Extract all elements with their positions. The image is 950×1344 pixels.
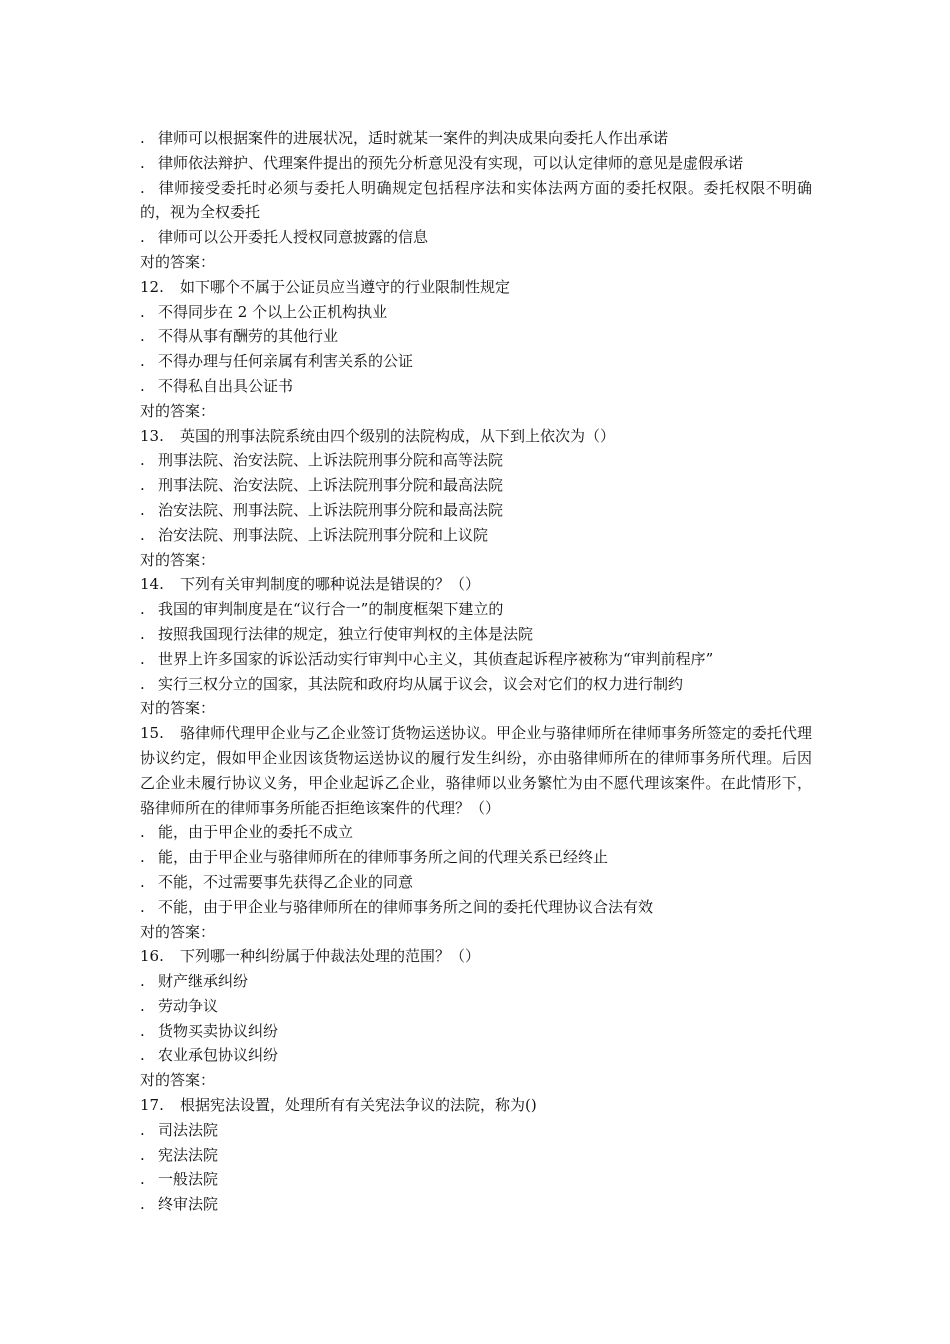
- answer-option: [140, 870, 812, 895]
- option-text: 不能，由于甲企业与骆律师所在的律师事务所之间的委托代理协议合法有效: [158, 897, 654, 916]
- option-text: 农业承包协议纠纷: [158, 1046, 279, 1065]
- option-marker: .: [140, 1046, 145, 1065]
- option-text: 不能，不过需要事先获得乙企业的同意: [158, 872, 414, 891]
- option-marker: .: [140, 674, 145, 693]
- option-text: 律师接受委托时必须与委托人明确规定包括程序法和实体法两方面的委托权限。委托权限不明确的，视为全权委托: [140, 178, 812, 222]
- question-number: 15.: [140, 724, 164, 743]
- answer-option: [140, 324, 812, 349]
- question: [140, 424, 812, 449]
- question: [140, 721, 812, 820]
- question-text: 下列有关审判制度的哪种说法是错误的？（）: [180, 575, 481, 594]
- option-text: 货物买卖协议纠纷: [158, 1021, 279, 1040]
- option-marker: .: [140, 302, 145, 321]
- option-text: 律师可以根据案件的进展状况，适时就某一案件的判决成果向委托人作出承诺: [158, 129, 669, 147]
- answer-option: [140, 1118, 812, 1143]
- question-number: 12.: [140, 277, 164, 296]
- answer-label: 对的答案：: [140, 1071, 216, 1090]
- option-marker: .: [140, 327, 145, 346]
- question-text: 根据宪法设置，处理所有有关宪法争议的法院，称为(): [180, 1096, 537, 1115]
- option-marker: .: [140, 153, 145, 172]
- option-text: 按照我国现行法律的规定，独立行使审判权的主体是法院: [158, 624, 534, 643]
- answer-option: [140, 1143, 812, 1168]
- option-marker: .: [140, 624, 145, 643]
- option-text: 我国的审判制度是在“议行合一”的制度框架下建立的: [158, 600, 504, 619]
- option-marker: .: [140, 1195, 145, 1214]
- option-text: 宪法法院: [158, 1145, 219, 1164]
- question: [140, 944, 812, 969]
- option-marker: .: [140, 1120, 145, 1139]
- option-marker: .: [140, 848, 145, 867]
- option-marker: .: [140, 500, 145, 519]
- answer-option: [140, 622, 812, 647]
- option-text: 不得私自出具公证书: [158, 376, 294, 395]
- option-text: 劳动争议: [158, 996, 219, 1015]
- answer-option: [140, 349, 812, 374]
- option-marker: .: [140, 996, 145, 1015]
- option-text: 司法法院: [158, 1120, 219, 1139]
- answer-option: [140, 895, 812, 920]
- option-text: 治安法院、刑事法院、上诉法院刑事分院和上议院: [158, 525, 489, 544]
- answer-label: 对的答案：: [140, 401, 216, 420]
- option-text: 不得办理与任何亲属有利害关系的公证: [158, 352, 414, 371]
- option-marker: .: [140, 376, 145, 395]
- option-text: 不得从事有酬劳的其他行业: [158, 327, 339, 346]
- option-text: 不得同步在 2 个以上公正机构执业: [158, 302, 388, 321]
- option-marker: .: [140, 872, 145, 891]
- answer-option: [140, 374, 812, 399]
- answer-option: [140, 597, 812, 622]
- answer-option: [140, 647, 812, 672]
- answer-option: [140, 1167, 812, 1192]
- question-text: 下列哪一种纠纷属于仲裁法处理的范围？（）: [180, 947, 481, 966]
- option-text: 能，由于甲企业与骆律师所在的律师事务所之间的代理关系已经终止: [158, 848, 609, 867]
- option-marker: .: [140, 1170, 145, 1189]
- question-text: 如下哪个不属于公证员应当遵守的行业限制性规定: [180, 277, 511, 296]
- option-marker: .: [140, 1145, 145, 1164]
- question: [140, 572, 812, 597]
- answer-option: [140, 473, 812, 498]
- question-number: 16.: [140, 947, 164, 966]
- answer-label: 对的答案：: [140, 550, 216, 569]
- option-marker: .: [140, 1021, 145, 1040]
- option-text: 一般法院: [158, 1170, 219, 1189]
- option-marker: .: [140, 129, 145, 147]
- option-text: 终审法院: [158, 1195, 219, 1214]
- option-marker: .: [140, 352, 145, 371]
- option-marker: .: [140, 823, 145, 842]
- answer-option: [140, 820, 812, 845]
- answer-option: [140, 300, 812, 325]
- answer-option: [140, 1043, 812, 1068]
- answer-option: [140, 498, 812, 523]
- option-marker: .: [140, 476, 145, 495]
- answer-label: 对的答案：: [140, 252, 216, 271]
- option-text: 治安法院、刑事法院、上诉法院刑事分院和最高法院: [158, 500, 504, 519]
- answer-option: [140, 176, 812, 226]
- option-text: 实行三权分立的国家，其法院和政府均从属于议会，议会对它们的权力进行制约: [158, 674, 684, 693]
- answer-option: [140, 845, 812, 870]
- answer-label: 对的答案：: [140, 699, 216, 718]
- document-body: [140, 126, 812, 1217]
- option-marker: .: [140, 972, 145, 991]
- answer-option: [140, 151, 812, 176]
- option-marker: .: [140, 649, 145, 668]
- option-marker: .: [140, 451, 145, 470]
- question-text: 英国的刑事法院系统由四个级别的法院构成，从下到上依次为（）: [180, 426, 616, 445]
- option-text: 律师依法辩护、代理案件提出的预先分析意见没有实现，可以认定律师的意见是虚假承诺: [158, 153, 744, 172]
- option-marker: .: [140, 600, 145, 619]
- option-marker: .: [140, 525, 145, 544]
- option-text: 刑事法院、治安法院、上诉法院刑事分院和最高法院: [158, 476, 504, 495]
- question-number: 17.: [140, 1096, 164, 1115]
- option-marker: .: [140, 897, 145, 916]
- option-text: 世界上许多国家的诉讼活动实行审判中心主义，其侦查起诉程序被称为“审判前程序”: [158, 649, 714, 668]
- option-text: 律师可以公开委托人授权同意披露的信息: [158, 228, 429, 247]
- question-number: 14.: [140, 575, 164, 594]
- answer-option: [140, 672, 812, 697]
- option-marker: .: [140, 228, 145, 247]
- answer-option: [140, 994, 812, 1019]
- answer-option: [140, 225, 812, 250]
- answer-option: [140, 448, 812, 473]
- answer-option: [140, 126, 812, 151]
- answer-option: [140, 1019, 812, 1044]
- answer-option: [140, 969, 812, 994]
- option-text: 能，由于甲企业的委托不成立: [158, 823, 354, 842]
- answer-option: [140, 1192, 812, 1217]
- question-text: 骆律师代理甲企业与乙企业签订货物运送协议。甲企业与骆律师所在律师事务所签定的委托代理协议约定，假如甲企业因该货物运送协议的履行发生纠纷，亦由骆律师所在的律师事务所代理。后因乙企业未履行协议义务，甲企业起诉乙企业，骆律师以业务繁忙为由不愿代理该案件。在此情形下，骆律师所在的律师事务所能否拒绝该案件的代理？（）: [140, 724, 812, 817]
- question-number: 13.: [140, 426, 164, 445]
- answer-option: [140, 523, 812, 548]
- answer-label: 对的答案：: [140, 922, 216, 941]
- question: [140, 1093, 812, 1118]
- question: [140, 275, 812, 300]
- option-marker: .: [140, 178, 145, 197]
- option-text: 财产继承纠纷: [158, 972, 249, 991]
- option-text: 刑事法院、治安法院、上诉法院刑事分院和高等法院: [158, 451, 504, 470]
